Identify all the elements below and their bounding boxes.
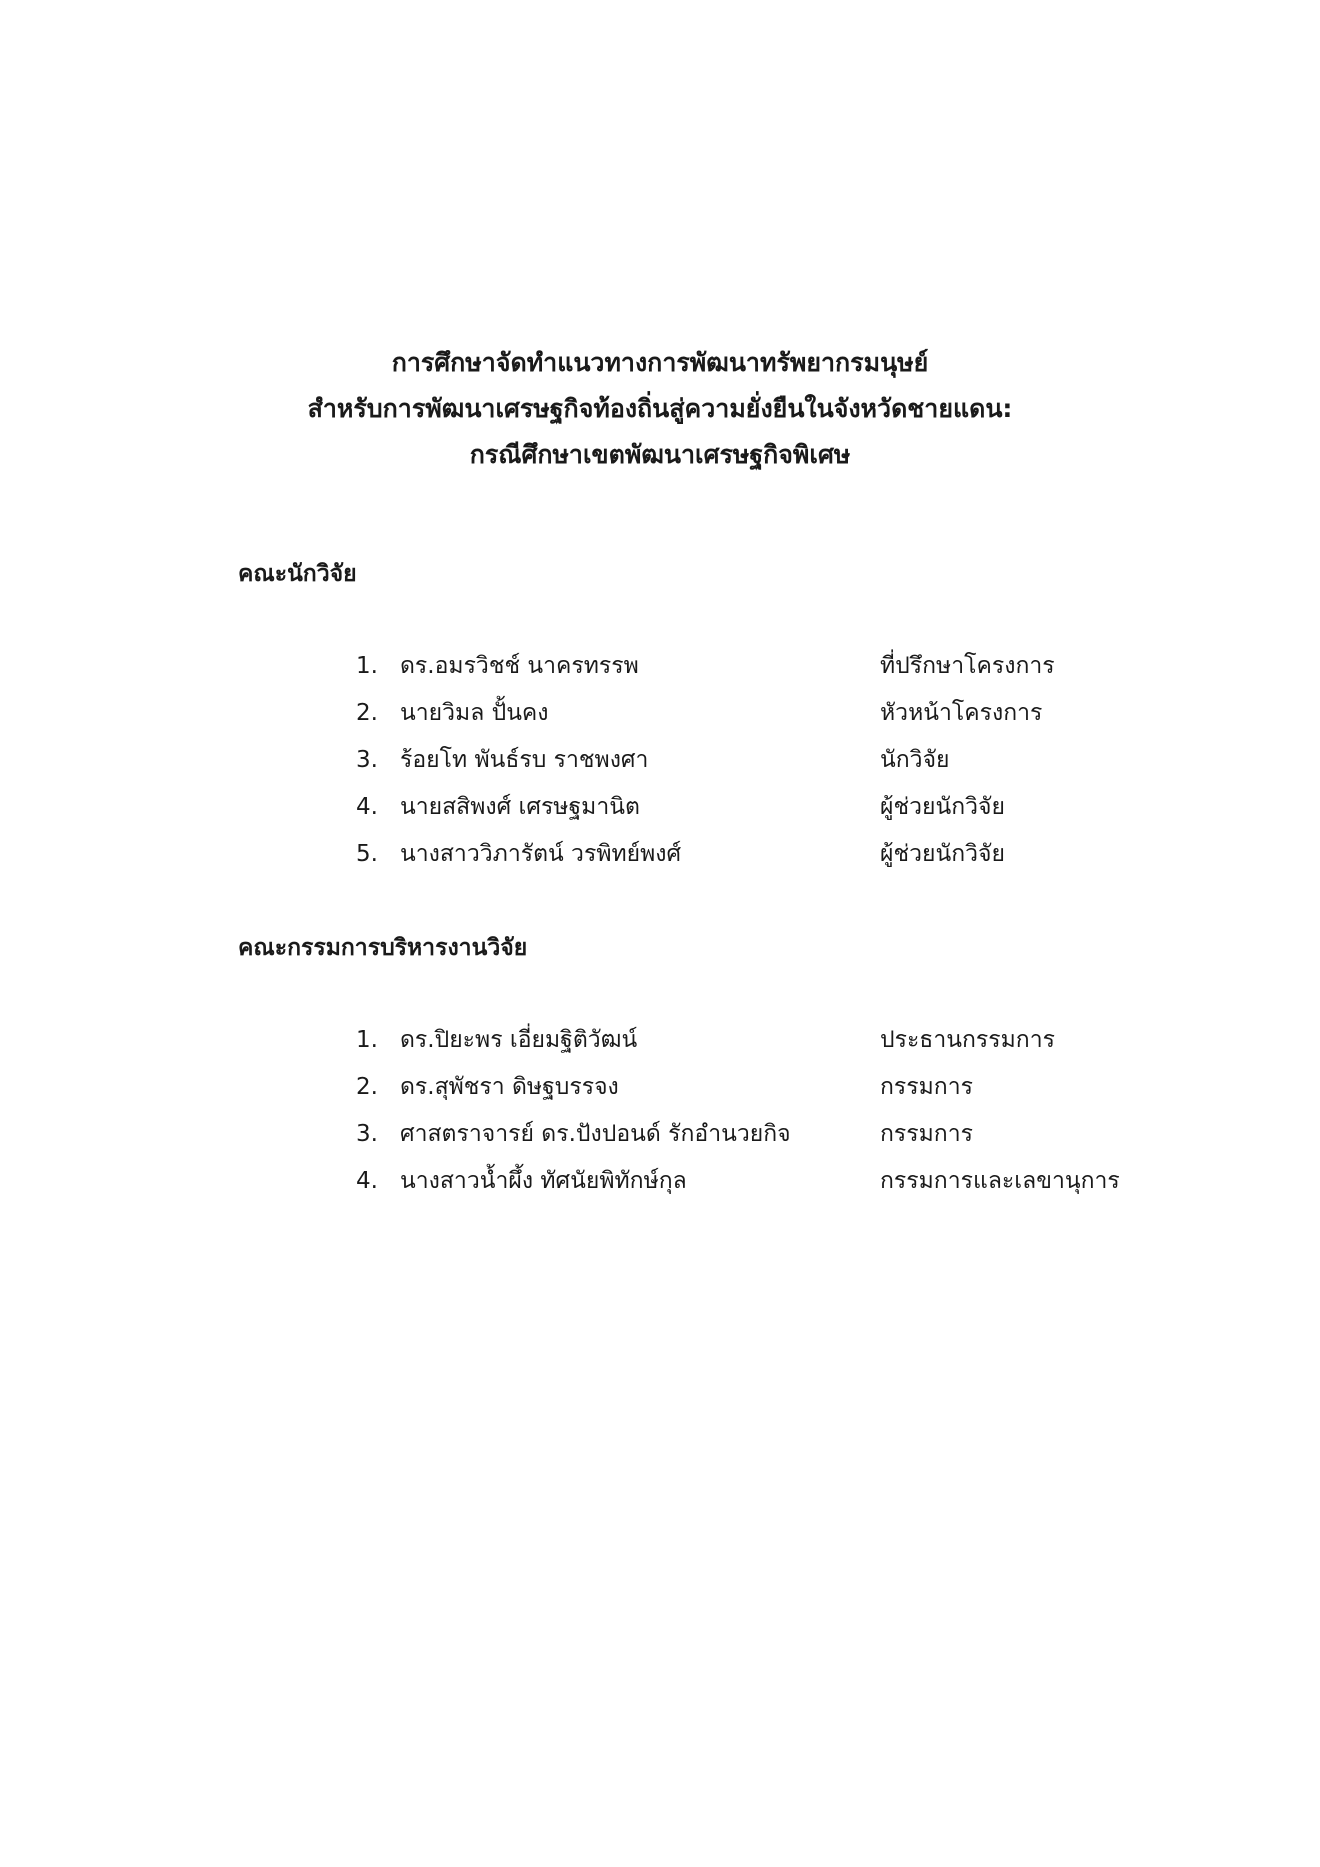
member-name: ดร.สุพัชรา ดิษฐบรรจง xyxy=(400,1074,619,1100)
item-number: 5. xyxy=(356,841,378,867)
member-name: ดร.ปิยะพร เอี่ยมฐิติวัฒน์ xyxy=(400,1027,638,1053)
member-role: นักวิจัย xyxy=(880,747,950,773)
item-number: 4. xyxy=(356,1168,378,1194)
item-number: 3. xyxy=(356,747,378,773)
list-item xyxy=(356,737,1156,784)
title-line-2: สำหรับการพัฒนาเศรษฐกิจท้องถิ่นสู่ความยั่งยืนในจังหวัดชายแดน: xyxy=(307,394,1013,423)
member-role: กรรมการและเลขานุการ xyxy=(880,1168,1120,1194)
member-name: นางสาววิภารัตน์ วรพิทย์พงศ์ xyxy=(400,841,682,867)
member-name: ศาสตราจารย์ ดร.ปังปอนด์ รักอำนวยกิจ xyxy=(400,1121,791,1147)
list-item xyxy=(356,1158,1156,1205)
researchers-list xyxy=(356,643,1156,878)
item-number: 2. xyxy=(356,700,378,726)
member-name: ดร.อมรวิชช์ นาครทรรพ xyxy=(400,653,639,679)
member-role: ประธานกรรมการ xyxy=(880,1027,1055,1053)
item-number: 2. xyxy=(356,1074,378,1100)
item-number: 1. xyxy=(356,653,378,679)
researchers-heading: คณะนักวิจัย xyxy=(238,561,357,587)
member-role: ผู้ช่วยนักวิจัย xyxy=(880,841,1005,867)
member-role: กรรมการ xyxy=(880,1074,973,1100)
member-role: กรรมการ xyxy=(880,1121,973,1147)
item-number: 1. xyxy=(356,1027,378,1053)
list-item xyxy=(356,690,1156,737)
member-name: นายวิมล ปั้นคง xyxy=(400,700,549,726)
member-name: ร้อยโท พันธ์รบ ราชพงศา xyxy=(400,747,649,773)
document-title xyxy=(0,340,1320,478)
title-line-1: การศึกษาจัดทำแนวทางการพัฒนาทรัพยากรมนุษย์ xyxy=(391,348,929,377)
list-item xyxy=(356,1111,1156,1158)
member-role: หัวหน้าโครงการ xyxy=(880,700,1043,726)
member-role: ผู้ช่วยนักวิจัย xyxy=(880,794,1005,820)
list-item xyxy=(356,784,1156,831)
list-item xyxy=(356,643,1156,690)
member-role: ที่ปรึกษาโครงการ xyxy=(880,653,1055,679)
committee-list xyxy=(356,1017,1156,1205)
member-name: นายสสิพงศ์ เศรษฐมานิต xyxy=(400,794,640,820)
list-item xyxy=(356,1064,1156,1111)
committee-heading: คณะกรรมการบริหารงานวิจัย xyxy=(238,935,528,961)
item-number: 3. xyxy=(356,1121,378,1147)
title-line-3: กรณีศึกษาเขตพัฒนาเศรษฐกิจพิเศษ xyxy=(469,440,851,469)
list-item xyxy=(356,1017,1156,1064)
member-name: นางสาวน้ำผึ้ง ทัศนัยพิทักษ์กุล xyxy=(400,1168,687,1194)
item-number: 4. xyxy=(356,794,378,820)
list-item xyxy=(356,831,1156,878)
